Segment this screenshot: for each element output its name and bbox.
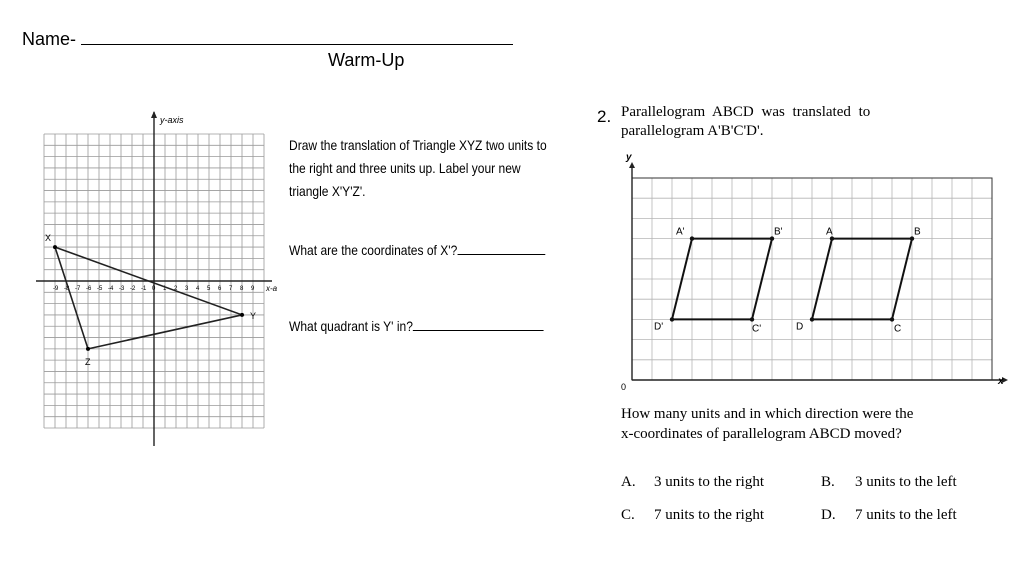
axes — [36, 111, 272, 446]
choice-a-text: 3 units to the right — [654, 474, 764, 490]
question-x-text: What are the coordinates of X'? — [289, 242, 458, 258]
vertex-label: Y — [250, 310, 257, 321]
answer-blank-x[interactable] — [457, 242, 545, 255]
instruction-line-1: Draw the translation of Triangle XYZ two units to — [289, 137, 547, 153]
vertex-label: A' — [676, 226, 685, 238]
vertex-point — [53, 245, 57, 249]
vertex-label: D' — [654, 321, 664, 333]
parallelograms — [654, 227, 921, 335]
y-axis-label: y — [626, 152, 632, 163]
tick-label: 1 — [163, 286, 167, 292]
tick-label: 8 — [240, 286, 244, 292]
tick-label: 4 — [196, 286, 200, 292]
tick-label: 3 — [185, 286, 189, 292]
choice-b-letter: B. — [821, 474, 835, 490]
choice-b-text: 3 units to the left — [855, 474, 957, 490]
vertex-point — [750, 317, 754, 321]
origin-label: 0 — [621, 382, 627, 392]
vertex-point — [890, 317, 894, 321]
tick-label: -2 — [130, 286, 136, 292]
vertex-label: A — [826, 226, 833, 238]
question-y-text: What quadrant is Y' in? — [289, 318, 413, 334]
tick-label: 2 — [174, 286, 178, 292]
tick-label: -4 — [108, 286, 114, 292]
x-axis-label: x — [998, 376, 1004, 387]
question-y-prime — [289, 318, 544, 334]
choice-c-letter: C. — [621, 507, 635, 523]
answer-blank-y[interactable] — [413, 318, 544, 331]
choice-b[interactable] — [821, 474, 957, 491]
tick-label: -5 — [97, 286, 103, 292]
tick-label: -6 — [86, 286, 92, 292]
vertex-label: X — [45, 233, 52, 244]
problem-2-stem-line-1: Parallelogram ABCD was translated to — [621, 104, 871, 120]
problem-2-question-line-1: How many units and in which direction were the — [621, 406, 914, 422]
instruction-line-2: the right and three units up. Label your new — [289, 160, 521, 176]
y-axis-label: y-axis — [160, 115, 184, 125]
grid-lines — [632, 178, 992, 380]
choice-a-letter: A. — [621, 474, 636, 490]
tick-label: -8 — [64, 286, 70, 292]
vertex-point — [86, 347, 90, 351]
vertex-point — [670, 317, 674, 321]
name-blank-line — [81, 28, 513, 45]
vertex-point — [240, 313, 244, 317]
vertex-label: B — [914, 226, 921, 238]
coordinate-grid-2 — [616, 150, 1010, 396]
name-label: Name- — [22, 29, 77, 49]
coordinate-grid-1 — [36, 110, 286, 450]
axes — [629, 162, 1008, 383]
vertex-point — [690, 236, 694, 240]
choice-a[interactable] — [621, 474, 764, 491]
tick-label: -7 — [75, 286, 81, 292]
page-title: Warm-Up — [328, 50, 405, 70]
vertex-label: B' — [774, 226, 783, 238]
choice-d-text: 7 units to the left — [855, 507, 957, 523]
problem-2-question-line-2: x-coordinates of parallelogram ABCD moved? — [621, 426, 902, 442]
problem-2-number: 2. — [597, 107, 612, 126]
tick-label: -3 — [119, 286, 125, 292]
instruction-line-3: triangle X'Y'Z'. — [289, 183, 366, 199]
tick-label: 5 — [207, 286, 211, 292]
y-axis-arrow — [151, 111, 157, 118]
choice-d-letter: D. — [821, 507, 836, 523]
choice-d[interactable] — [821, 507, 957, 524]
tick-label: 7 — [229, 286, 233, 292]
tick-label: 6 — [218, 286, 222, 292]
question-x-prime — [289, 242, 545, 258]
name-field — [22, 28, 513, 50]
x-axis-label: x-a — [266, 284, 278, 293]
triangle-outline — [55, 247, 242, 349]
vertex-label: C — [894, 323, 902, 335]
vertex-label: C' — [752, 323, 762, 335]
tick-labels — [53, 286, 255, 292]
vertex-label: Z — [85, 356, 91, 367]
vertex-label: D — [796, 321, 804, 333]
vertex-point — [810, 317, 814, 321]
choice-c[interactable] — [621, 507, 764, 524]
tick-label: -9 — [53, 286, 59, 292]
tick-label: 9 — [251, 286, 255, 292]
tick-label: 0 — [152, 286, 156, 292]
problem-2-stem-line-2: parallelogram A'B'C'D'. — [621, 123, 764, 139]
tick-label: -1 — [141, 286, 147, 292]
choice-c-text: 7 units to the right — [654, 507, 764, 523]
